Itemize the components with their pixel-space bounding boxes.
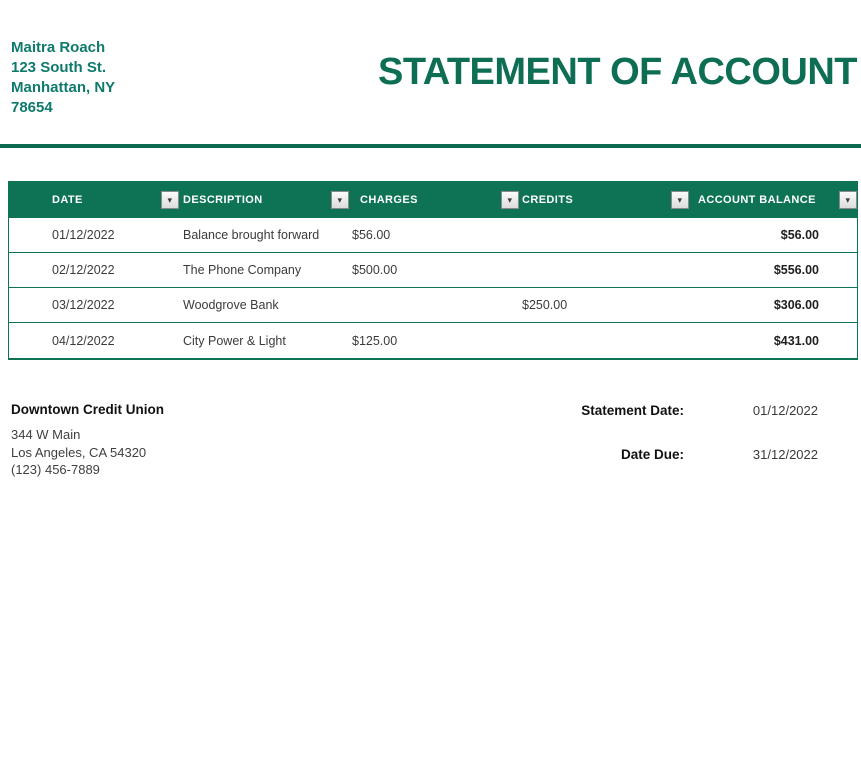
cell-date: 02/12/2022 <box>52 263 115 277</box>
issuer-block <box>11 402 164 479</box>
recipient-street: 123 South St. <box>11 59 107 76</box>
recipient-address-block <box>11 38 115 118</box>
cell-date: 01/12/2022 <box>52 228 115 242</box>
filter-dropdown-icon: ▾ <box>167 194 173 205</box>
table-row <box>9 218 857 253</box>
column-header-account-balance-label: ACCOUNT BALANCE <box>698 194 816 206</box>
cell-charges: $56.00 <box>352 228 391 242</box>
issuer-city-state: Los Angeles, CA 54320 <box>11 444 147 460</box>
column-header-charges <box>343 182 513 218</box>
issuer-street: 344 W Main <box>11 427 81 442</box>
column-header-date-label: DATE <box>52 194 83 206</box>
cell-description: Woodgrove Bank <box>183 298 279 312</box>
statement-date-value: 01/12/2022 <box>752 403 818 418</box>
column-header-description <box>173 182 343 218</box>
column-header-credits-label: CREDITS <box>522 194 574 206</box>
column-header-description-label: DESCRIPTION <box>183 194 263 206</box>
page-title: STATEMENT OF ACCOUNT <box>377 51 857 93</box>
cell-account-balance: $56.00 <box>780 228 819 242</box>
cell-date: 04/12/2022 <box>52 333 115 348</box>
recipient-city-state: Manhattan, NY <box>11 79 116 96</box>
filter-dropdown-icon: ▾ <box>337 194 343 205</box>
column-header-charges-label: CHARGES <box>360 194 418 206</box>
column-header-credits <box>513 182 683 218</box>
filter-dropdown-icon: ▾ <box>845 194 851 205</box>
issuer-phone: (123) 456-7889 <box>11 462 100 477</box>
cell-account-balance: $556.00 <box>773 263 819 277</box>
recipient-postal-code: 78654 <box>11 99 53 116</box>
cell-account-balance: $306.00 <box>773 298 819 312</box>
column-header-account-balance <box>683 182 859 218</box>
table-row <box>9 323 857 358</box>
recipient-name: Maitra Roach <box>11 39 106 56</box>
date-due-value: 31/12/2022 <box>752 446 818 462</box>
cell-account-balance: $431.00 <box>773 333 819 348</box>
table-row <box>9 288 857 323</box>
header-section <box>11 38 861 144</box>
filter-dropdown-icon: ▾ <box>507 194 513 205</box>
cell-date: 03/12/2022 <box>52 298 115 312</box>
cell-description: Balance brought forward <box>183 228 320 242</box>
table-row <box>9 253 857 288</box>
cell-description: City Power & Light <box>183 333 286 348</box>
statement-date-label: Statement Date: <box>581 403 684 418</box>
issuer-address-block <box>11 426 164 479</box>
footer-section <box>11 402 818 479</box>
cell-charges: $500.00 <box>352 263 398 277</box>
statement-table <box>8 181 858 360</box>
table-header-row <box>9 182 857 218</box>
date-due-label: Date Due: <box>620 446 684 462</box>
cell-charges: $125.00 <box>352 333 398 348</box>
cell-description: The Phone Company <box>183 263 302 277</box>
filter-dropdown-icon: ▾ <box>677 194 683 205</box>
column-header-date <box>9 182 173 218</box>
statement-summary <box>581 403 818 479</box>
filter-button-account-balance[interactable] <box>839 191 857 209</box>
issuer-name: Downtown Credit Union <box>11 402 164 417</box>
cell-credits: $250.00 <box>522 298 568 312</box>
header-divider <box>0 144 861 148</box>
